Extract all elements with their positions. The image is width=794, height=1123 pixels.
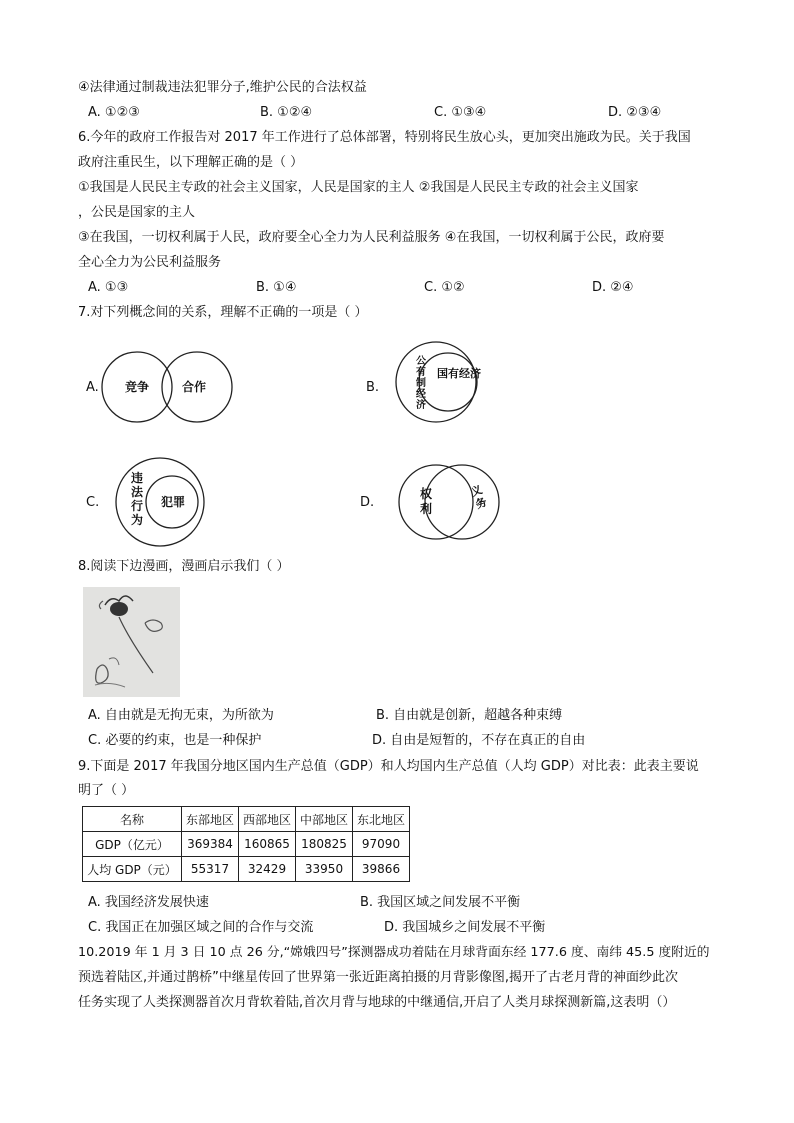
- diagram-d-left-char-1: 权: [419, 487, 433, 501]
- q8-stem: 8.阅读下边漫画，漫画启示我们（ ）: [78, 559, 290, 574]
- q7-diagram-d: [396, 462, 506, 546]
- q9-option-a: A. 我国经济发展快速: [88, 895, 209, 910]
- diagram-b-inner-circle: [419, 353, 477, 411]
- q6-stem-line-2: 政府注重民生，以下理解正确的是（ ）: [78, 155, 304, 170]
- q6-options: [88, 278, 728, 298]
- q9-options-row-2: [88, 918, 728, 938]
- q10-stem-line-1: 10.2019 年 1 月 3 日 10 点 26 分,“嫦娥四号”探测器成功着陆在月球背面东经 177.6 度、南纬 45.5 度附近的: [78, 945, 710, 960]
- q5-option-d: D. ②③④: [608, 105, 662, 120]
- q6-statement-line-3: ③在我国，一切权利属于人民，政府要全心全力为人民利益服务 ④在我国，一切权利属于公民，政府要: [78, 230, 665, 245]
- table-cell: 55317: [182, 857, 239, 882]
- q10-stem-line-2: 预选着陆区,并通过鹊桥”中继星传回了世界第一张近距离拍摄的月背影像图,揭开了古老月背的神面纱此次: [78, 970, 679, 985]
- cartoon-sketch: [83, 587, 180, 697]
- table-row: [83, 857, 410, 882]
- q6-statement-line-4: 全心全力为公民利益服务: [78, 255, 222, 270]
- q8-option-a: A. 自由就是无拘无束，为所欲为: [88, 708, 274, 723]
- diagram-d-left-char-2: 利: [419, 502, 433, 516]
- q8-option-b: B. 自由就是创新，超越各种束缚: [376, 708, 563, 723]
- table-header-cell: 名称: [83, 807, 182, 832]
- q6-statement-line-1: ①我国是人民民主专政的社会主义国家，人民是国家的主人 ②我国是人民民主专政的社会主义国家: [78, 180, 639, 195]
- q5-option-a: A. ①②③: [88, 105, 140, 120]
- table-header-cell: 西部地区: [239, 807, 296, 832]
- table-cell: 32429: [239, 857, 296, 882]
- diagram-b-outer-char-3: 制: [416, 378, 426, 389]
- q10-stem-line-3: 任务实现了人类探测器首次月背软着陆,首次月背与地球的中继通信,开启了人类月球探测新篇,这表明（）: [78, 995, 676, 1010]
- q9-option-c: C. 我国正在加强区域之间的合作与交流: [88, 920, 314, 935]
- diagram-c-outer-char-2: 法: [130, 485, 144, 499]
- q9-stem-line-2: 明了（ ）: [78, 783, 135, 798]
- table-cell: 180825: [296, 832, 353, 857]
- q9-stem-line-1: 9.下面是 2017 年我国分地区国内生产总值（GDP）和人均国内生产总值（人均 GDP）对比表：此表主要说: [78, 759, 699, 774]
- table-header-cell: 东部地区: [182, 807, 239, 832]
- table-header-row: [83, 807, 410, 832]
- q8-options-row-1: [88, 706, 728, 726]
- q9-option-d: D. 我国城乡之间发展不平衡: [384, 920, 546, 935]
- q8-option-c: C. 必要的约束，也是一种保护: [88, 733, 262, 748]
- diagram-b-outer-char-1: 公: [416, 356, 426, 367]
- diagram-c-inner-text: 犯罪: [160, 495, 186, 509]
- table-cell: 160865: [239, 832, 296, 857]
- q7-diagram-a: [100, 345, 240, 431]
- diagram-a-left-text: 竞争: [124, 380, 150, 394]
- table-cell: 33950: [296, 857, 353, 882]
- q6-stem-line-1: 6.今年的政府工作报告对 2017 年工作进行了总体部署，特别将民生放心头，更加突出施政为民。关于我国: [78, 130, 691, 145]
- q9-options-row-1: [88, 893, 728, 913]
- q7-diagram-b: [384, 342, 494, 426]
- q6-option-c: C. ①②: [424, 280, 465, 295]
- diagram-b-outer-char-5: 济: [416, 400, 426, 411]
- table-cell: 97090: [353, 832, 410, 857]
- table-cell: 39866: [353, 857, 410, 882]
- q6-statement-line-2: ，公民是国家的主人: [78, 205, 196, 220]
- diagram-b-outer-circle: [396, 342, 476, 422]
- q6-option-a: A. ①③: [88, 280, 129, 295]
- diagram-d-right-char-2: 务: [473, 495, 489, 512]
- q7-option-b-label: B.: [366, 380, 380, 395]
- q8-options-row-2: [88, 731, 728, 751]
- q6-option-d: D. ②④: [592, 280, 634, 295]
- q9-option-b: B. 我国区域之间发展不平衡: [360, 895, 521, 910]
- q5-item-4: ④法律通过制裁违法犯罪分子,维护公民的合法权益: [78, 80, 367, 95]
- q5-options: [88, 103, 728, 123]
- diagram-b-outer-char-2: 有: [416, 367, 426, 378]
- table-header-cell: 中部地区: [296, 807, 353, 832]
- q7-stem: 7.对下列概念间的关系，理解不正确的一项是（ ）: [78, 305, 368, 320]
- diagram-d-right-char-1: 义: [469, 483, 485, 500]
- q6-option-b: B. ①④: [256, 280, 297, 295]
- table-cell: 人均 GDP（元）: [83, 857, 182, 882]
- q7-option-c-label: C.: [86, 495, 100, 510]
- q7-diagram-c: [112, 458, 212, 548]
- q8-option-d: D. 自由是短暂的，不存在真正的自由: [372, 733, 586, 748]
- diagram-a-right-text: 合作: [181, 380, 207, 394]
- q5-option-c: C. ①③④: [434, 105, 487, 120]
- table-cell: 369384: [182, 832, 239, 857]
- q5-option-b: B. ①②④: [260, 105, 313, 120]
- diagram-c-outer-char-1: 违: [130, 471, 144, 485]
- cartoon-bird-body: [110, 602, 128, 616]
- diagram-c-outer-char-3: 行: [130, 499, 144, 513]
- diagram-b-outer-char-4: 经: [416, 389, 426, 400]
- diagram-c-outer-char-4: 为: [130, 513, 144, 527]
- q7-option-a-label: A.: [86, 380, 99, 395]
- table-header-cell: 东北地区: [353, 807, 410, 832]
- q9-gdp-table: [82, 806, 410, 882]
- table-row: [83, 832, 410, 857]
- diagram-b-inner-text: 国有经济: [437, 367, 481, 380]
- q8-cartoon-image: [83, 587, 180, 697]
- q7-option-d-label: D.: [360, 495, 375, 510]
- table-cell: GDP（亿元）: [83, 832, 182, 857]
